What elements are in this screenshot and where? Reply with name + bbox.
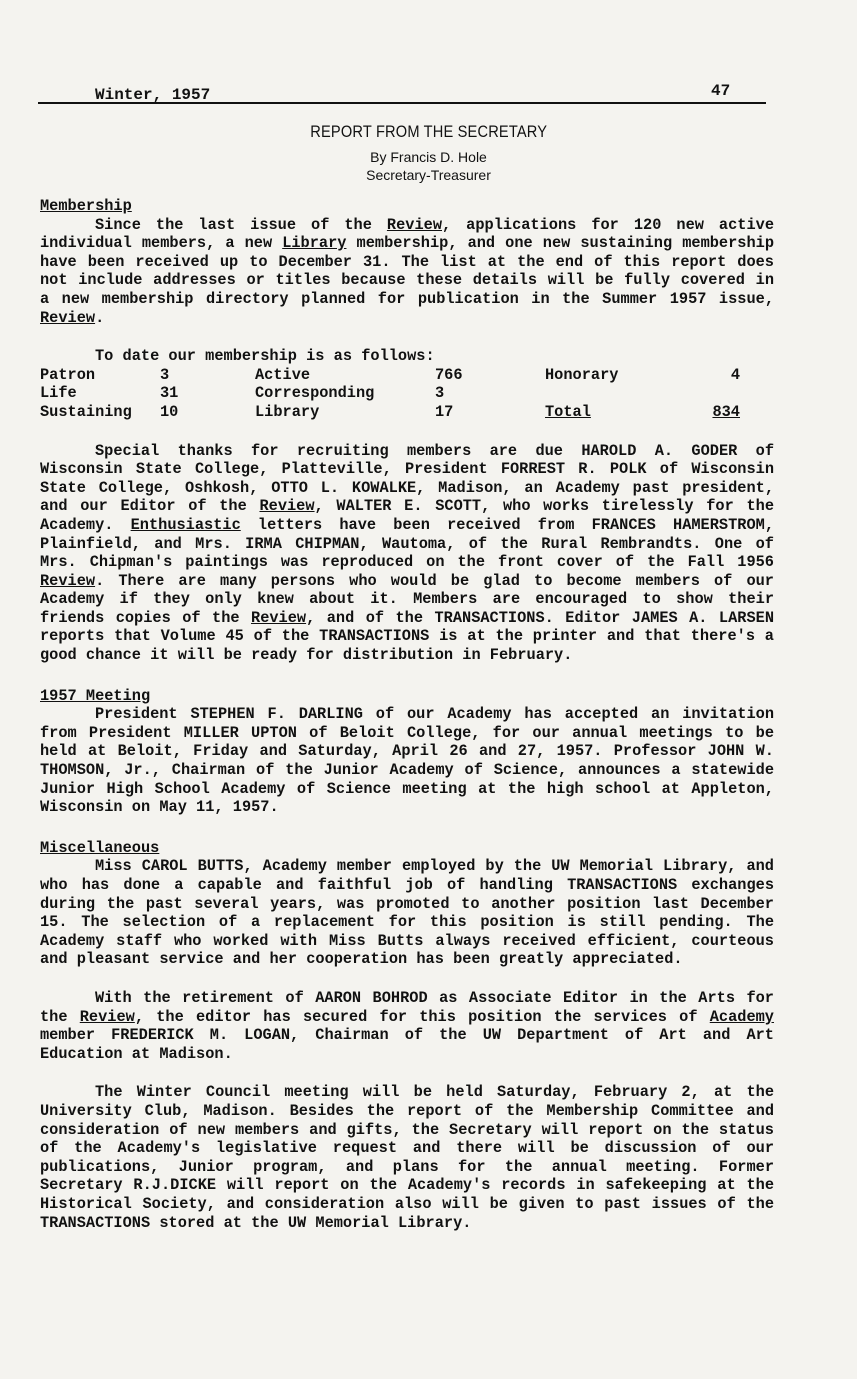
membership-category: Total [545,402,591,421]
misc-paragraph-2: With the retirement of AARON BOHROD as Associate Editor in the Arts for the Review, the editor has secured for this position the services of Academy member FREDERICK M. LOGAN, Chairman of the UW Department of Art and Art Education at Madison. [40,988,774,1063]
misc-paragraph-1: Miss CAROL BUTTS, Academy member employed by the UW Memorial Library, and who has done a capable and faithful job of handling TRANSACTIONS exchanges during the past several years, was promoted to another position last December 15. The selection of a replacement for this position is still pending. The Academy staff who worked with Miss Butts always received efficient, courteous and pleasant service and her cooperation has been greatly appreciated. [40,857,774,969]
running-head: Winter, 1957 [95,86,211,104]
membership-count: 17 [435,402,454,421]
title-block [0,122,857,183]
membership-category: Sustaining [40,402,132,421]
membership-count: 834 [712,402,740,421]
byline: By Francis D. Hole [370,149,487,165]
author-role: Secretary-Treasurer [366,167,491,183]
membership-row [40,403,740,422]
report-title: REPORT FROM THE SECRETARY [310,122,547,141]
meeting-paragraph: President STEPHEN F. DARLING of our Academy has accepted an invitation from President MILLER UPTON of Beloit College, for our annual meetings to be held at Beloit, Friday and Saturday, April 26 and 27, 1957. Professor JOHN W. THOMSON, Jr., Chairman of the Junior Academy of Science, announces a statewide Junior High School Academy of Science meeting at the high school at Appleton, Wisconsin on May 11, 1957. [40,705,774,817]
membership-count: 31 [160,384,179,403]
membership-category: Library [255,402,320,421]
header-rule [38,102,766,104]
misc-paragraph-3: The Winter Council meeting will be held Saturday, February 2, at the University Club, Madison. Besides the report of the Membership Committee and consideration of new members and gifts, the Secretary will report on the status of the Academy's legislative request and there will be discussion of our publications, Junior program, and plans for the annual meeting. Former Secretary R.J.DICKE will report on the Academy's records in safekeeping at the Historical Society, and consideration also will be given to past issues of the TRANSACTIONS stored at the UW Memorial Library. [40,1083,774,1232]
membership-category: Life [40,384,77,403]
membership-table-intro: To date our membership is as follows: [95,347,435,366]
membership-count: 766 [435,365,463,384]
membership-count: 3 [160,365,170,384]
report-body [40,197,774,1232]
section-heading-meeting: 1957 Meeting [40,686,151,705]
section-heading-membership: Membership [40,197,132,215]
membership-row [40,366,740,385]
membership-paragraph-2: Special thanks for recruiting members are due HAROLD A. GODER of Wisconsin State College, Platteville, President FORREST R. POLK of Wisconsin State College, Oshkosh, OTTO L. KOWALKE, Madison, an Academy past president, and our Editor of the Review, WALTER E. SCOTT, who works tirelessly for the Academy. Enthusiastic letters have been received from FRANCES HAMERSTROM, Plainfield, and Mrs. IRMA CHIPMAN, Wautoma, of the Rural Rembrandts. One of Mrs. Chipman's paintings was reproduced on the front cover of the Fall 1956 Review. There are many persons who would be glad to become members of our Academy if they only knew about it. Members are encouraged to show their friends copies of the Review, and of the TRANSACTIONS. Editor JAMES A. LARSEN reports that Volume 45 of the TRANSACTIONS is at the printer and that there's a good chance it will be ready for distribution in February. [40,441,774,665]
membership-count: 4 [730,365,740,384]
membership-count: 10 [160,402,179,421]
membership-category: Active [255,365,311,384]
membership-count [680,384,740,403]
section-heading-misc: Miscellaneous [40,838,160,857]
membership-category: Patron [40,365,96,384]
membership-category: Corresponding [255,384,375,403]
membership-category [545,384,680,403]
membership-table [40,366,740,422]
membership-row [40,384,740,403]
membership-category: Honorary [545,365,619,384]
page-number: 47 [711,82,731,100]
membership-paragraph-1: Since the last issue of the Review, applications for 120 new active individual members, a new Library membership, and one new sustaining membership have been received up to December 31. The list at the end of this report does not include addresses or titles because these details will be fully covered in a new membership directory planned for publication in the Summer 1957 issue, Review. [40,215,775,327]
membership-count: 3 [435,384,445,403]
